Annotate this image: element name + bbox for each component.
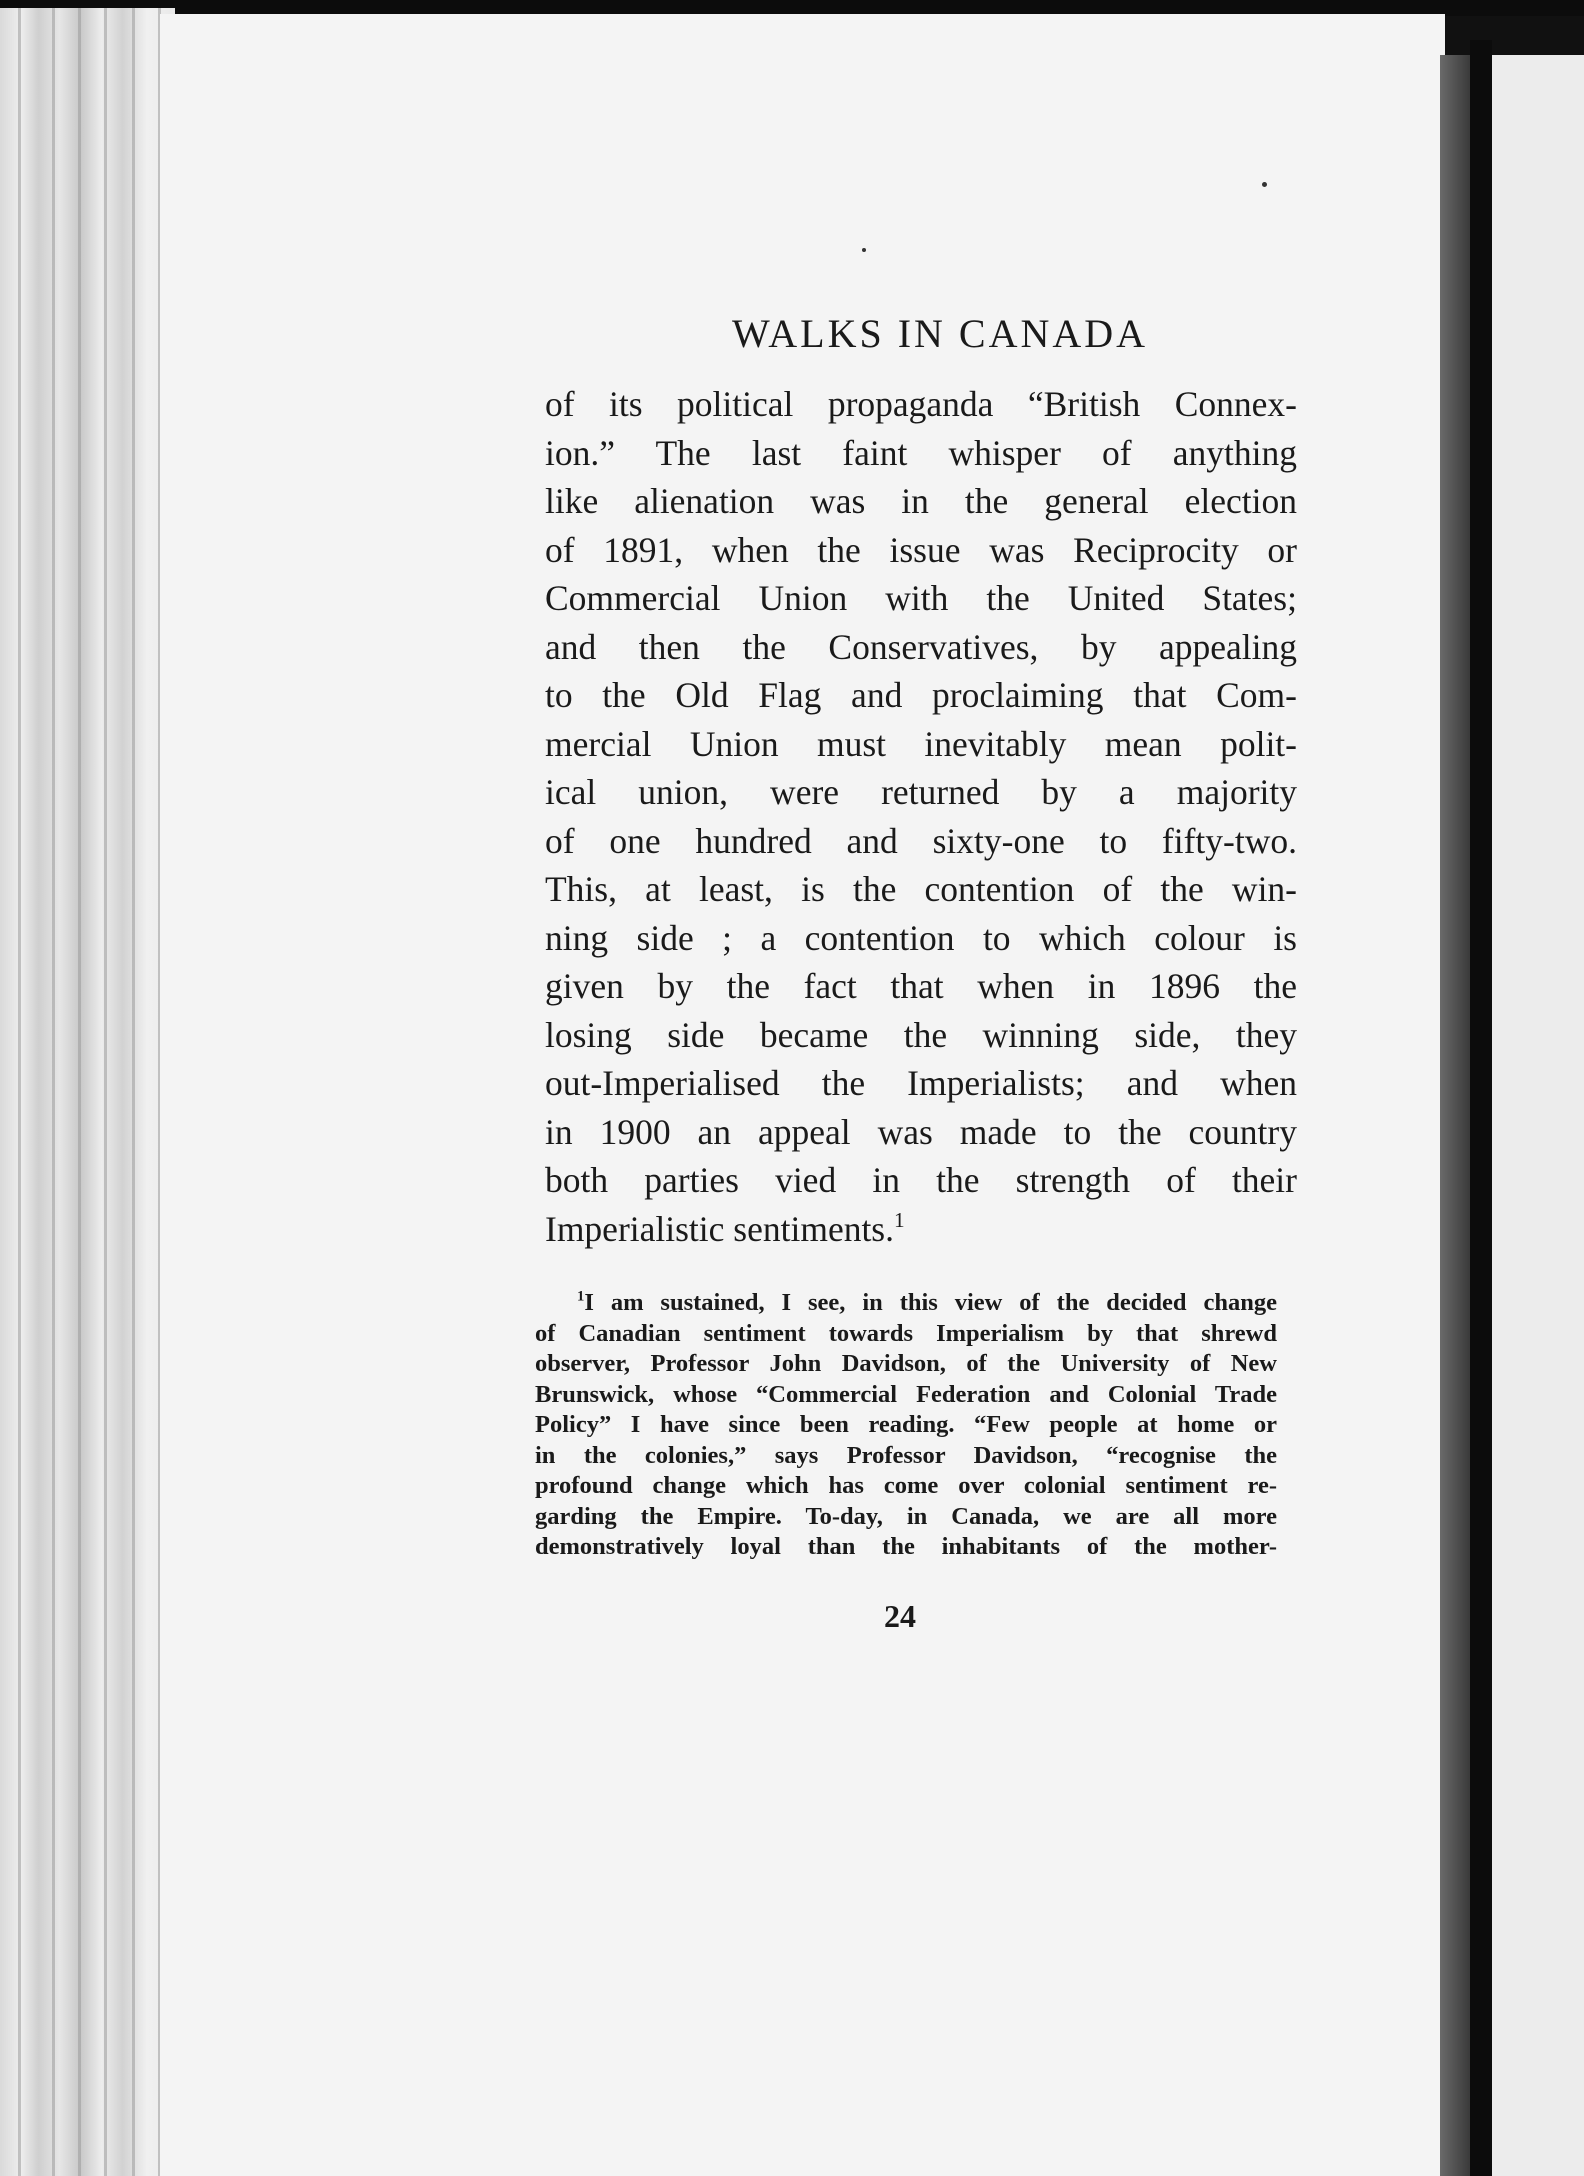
body-line: This, at least, is the contention of the win- [545,869,1297,909]
body-line: of one hundred and sixty-one to fifty-two. [545,820,1297,861]
paper-speck [862,248,866,252]
footnote-line: of Canadian sentiment towards Imperialism by that shrewd [535,1319,1277,1347]
page-edge-line [78,8,81,2176]
page-edges-stack [0,8,175,2176]
footnote [535,1288,1277,1563]
body-line: given by the fact that when in 1896 the [545,966,1297,1006]
footnote-line: Brunswick, whose “Commercial Federation and Colonial Trade [535,1380,1277,1408]
page-edge-line [132,8,135,2176]
footnote-line: observer, Professor John Davidson, of the University of New [535,1350,1277,1377]
footnote-line: in the colonies,” says Professor Davidson, “recognise the [535,1441,1277,1469]
footnote-line-first [535,1288,1277,1319]
body-line: mercial Union must inevitably mean polit- [545,723,1297,764]
page-edge-line [104,8,107,2176]
footnote-marker: 1 [577,1288,585,1305]
footnote-line-text: I am sustained, I see, in this view of the decided change [584,1289,1277,1316]
body-line: like alienation was in the general election [545,481,1297,521]
footnote-reference: 1 [894,1207,905,1232]
facing-page-edge [1492,55,1584,2176]
body-line: of its political propaganda “British Connex- [545,384,1297,424]
body-line: in 1900 an appeal was made to the country [545,1111,1297,1152]
body-line: Commercial Union with the United States; [545,578,1297,618]
body-line: and then the Conservatives, by appealing [545,626,1297,667]
body-line: to the Old Flag and proclaiming that Com- [545,675,1297,715]
body-line: out-Imperialised the Imperialists; and when [545,1063,1297,1103]
footnote-line: garding the Empire. To-day, in Canada, we are all more [535,1502,1277,1530]
page-edge-line [18,8,21,2176]
page-fold-shadow [1440,55,1470,2176]
body-line: ical union, were returned by a majority [545,772,1297,812]
footnote-line: profound change which has come over colonial sentiment re- [535,1472,1277,1499]
body-line: both parties vied in the strength of their [545,1160,1297,1200]
page-number: 24 [884,1598,916,1634]
footnote-line: Policy” I have since been reading. “Few people at home or [535,1411,1277,1438]
body-line: of 1891, when the issue was Reciprocity or [545,529,1297,570]
body-line-text: Imperialistic sentiments. [545,1208,895,1249]
book-gutter [1470,40,1492,2176]
running-head: WALKS IN CANADA [731,311,1149,356]
body-text [545,380,1297,1253]
body-line: losing side became the winning side, they [545,1014,1297,1055]
paper-speck [1262,182,1267,187]
body-line: ion.” The last faint whisper of anything [545,432,1297,473]
page-edge-line [52,8,55,2176]
body-line: ning side ; a contention to which colour is [545,917,1297,958]
footnote-line: demonstratively loyal than the inhabitants of the mother- [535,1533,1277,1560]
body-line-last [545,1205,1297,1254]
